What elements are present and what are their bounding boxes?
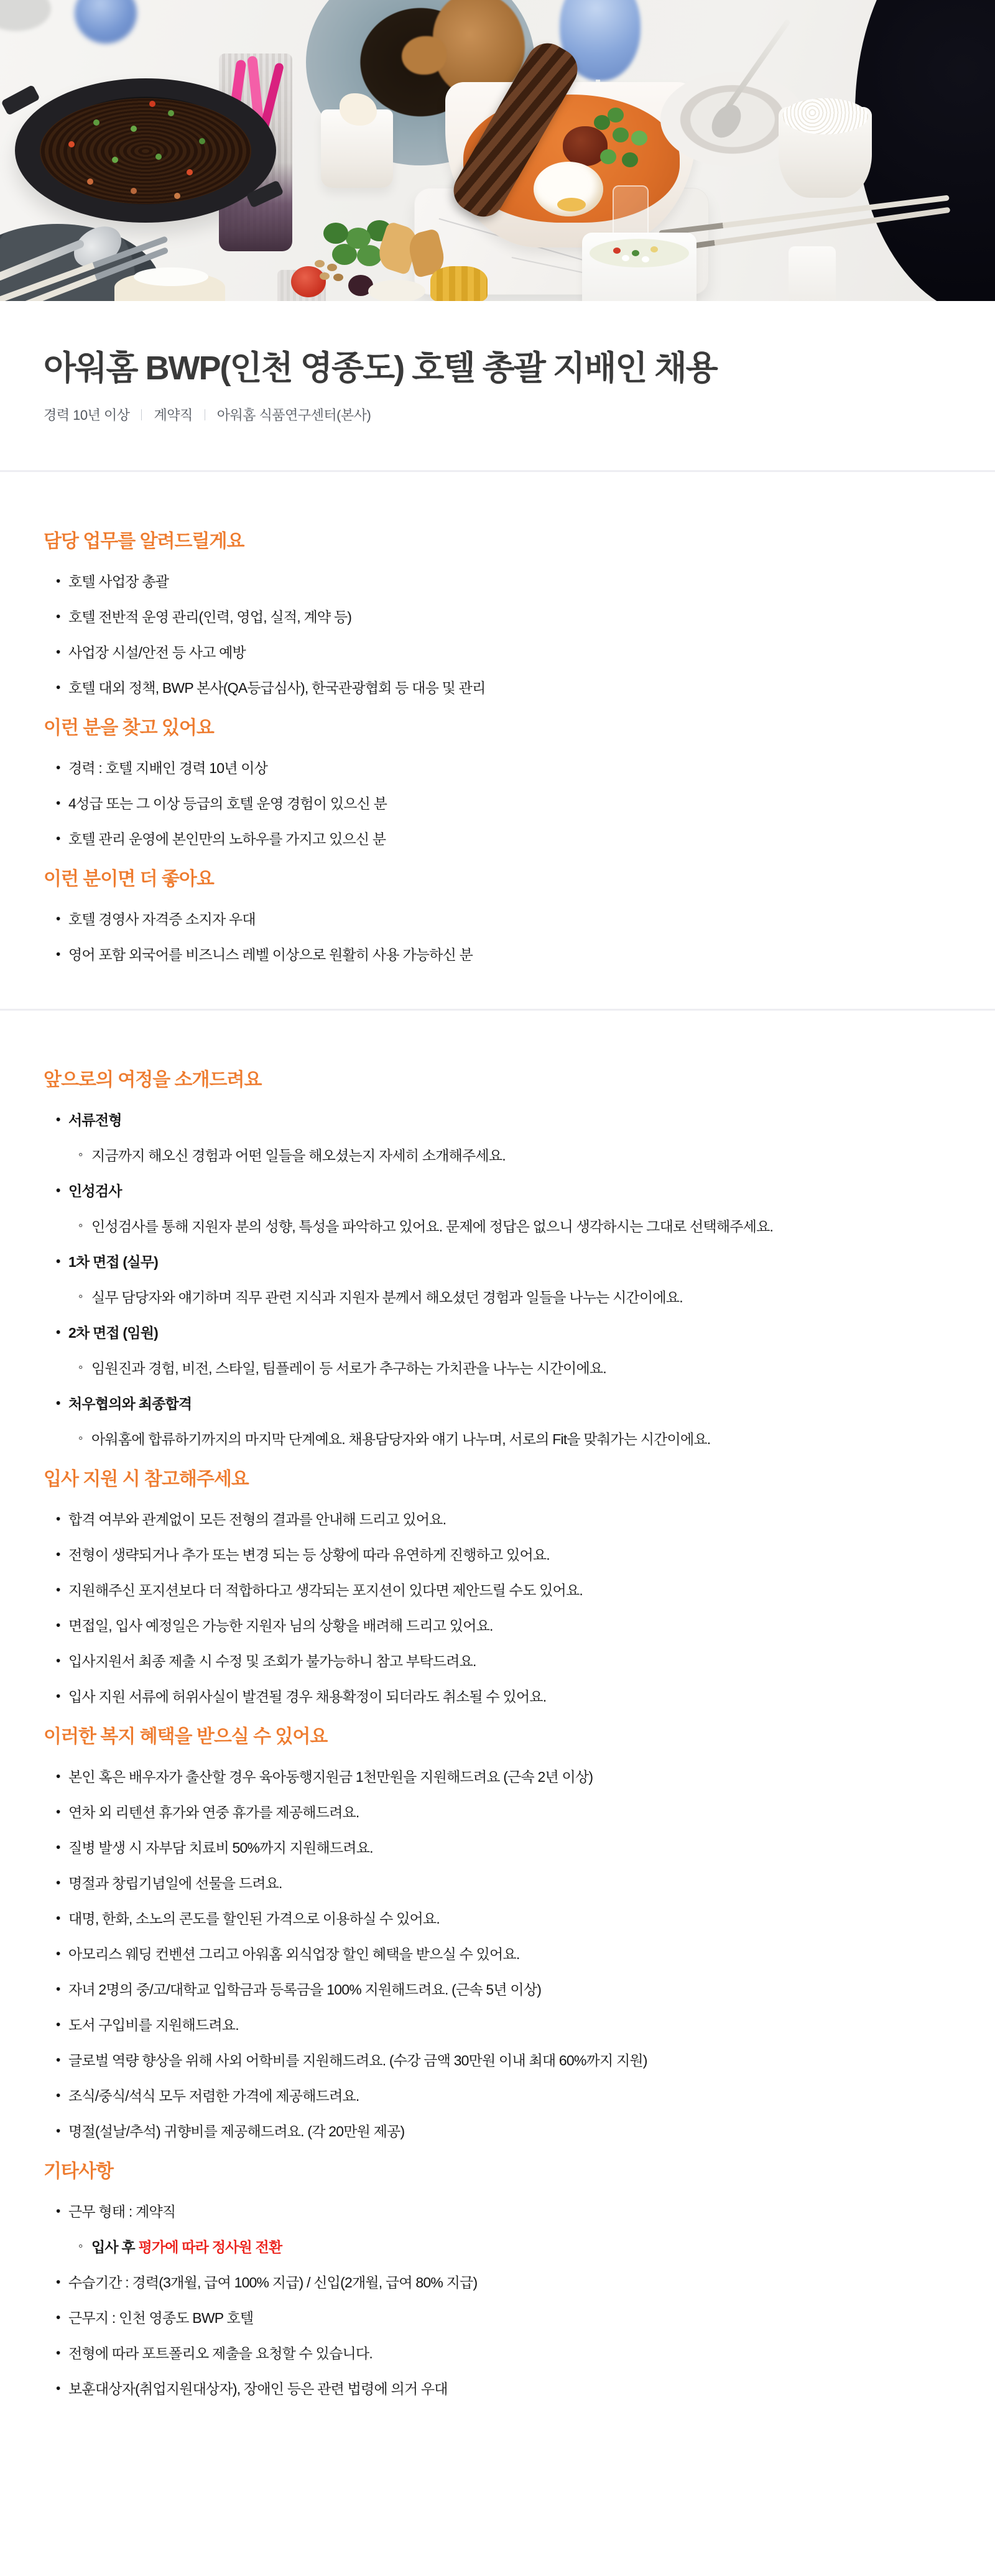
divider: [0, 1009, 995, 1011]
list-item: • 1차 면접 (실무): [44, 1254, 951, 1270]
list-item: • 지원해주신 포지션보다 더 적합하다고 생각되는 포지션이 있다면 제안드릴 수도 있어요.: [44, 1582, 951, 1598]
sub-list-item: ◦ 지금까지 해오신 경험과 어떤 일들을 해오셨는지 자세히 소개해주세요.: [44, 1147, 951, 1164]
hero-dark-fabric: [855, 0, 995, 301]
list-item: • 사업장 시설/안전 등 사고 예방: [44, 644, 951, 660]
list-item: • 조식/중식/석식 모두 저렴한 가격에 제공해드려요.: [44, 2088, 951, 2104]
section: [44, 530, 951, 696]
job-meta: [44, 405, 951, 424]
hero-image: [0, 0, 995, 301]
highlighted-text: 평가에 따라 정사원 전환: [138, 2239, 282, 2256]
list-item: • 호텔 대외 정책, BWP 본사(QA등급심사), 한국관광협회 등 대응 및 관리: [44, 680, 951, 696]
list-item: • 보훈대상자(취업지원대상자), 장애인 등은 관련 법령에 의거 우대: [44, 2381, 951, 2397]
hero-blue-glass: [75, 0, 137, 44]
list-item: • 근무 형태 : 계약직: [44, 2203, 951, 2220]
sub-list-item: ◦ 인성검사를 통해 지원자 분의 성향, 특성을 파악하고 있어요. 문제에 정답은 없으니 생각하시는 그대로 선택해주세요.: [44, 1218, 951, 1235]
hero-rice: [782, 98, 868, 134]
list-item: • 영어 포함 외국어를 비즈니스 레벨 이상으로 원활히 사용 가능하신 분: [44, 947, 951, 963]
list-item: • 전형에 따라 포트폴리오 제출을 요청할 수 있습니다.: [44, 2345, 951, 2361]
bullet-list: [44, 911, 951, 963]
section-heading: 이런 분을 찾고 있어요: [44, 718, 214, 739]
section: [44, 2161, 951, 2397]
list-item: • 호텔 전반적 운영 관리(인력, 영업, 실적, 계약 등): [44, 609, 951, 625]
job-posting-page: [0, 350, 995, 2397]
sub-list-item: ◦ 임원진과 경험, 비전, 스타일, 팀플레이 등 서로가 추구하는 가치관을 나누는 시간이에요.: [44, 1360, 951, 1376]
hero-beans: [315, 260, 325, 267]
meta-item: 계약직: [154, 407, 193, 424]
bullet-list: [44, 1769, 951, 2139]
section-heading: 앞으로의 여정을 소개드려요: [44, 1070, 262, 1091]
list-item: • 입사 지원 서류에 허위사실이 발견될 경우 채용확정이 되더라도 취소될 수 있어요.: [44, 1689, 951, 1705]
divider: [0, 470, 995, 472]
list-item: • 아모리스 웨딩 컨벤션 그리고 아워홈 외식업장 할인 혜택을 받으실 수 있어요.: [44, 1946, 951, 1962]
section: [44, 717, 951, 847]
page-title: 아워홈 BWP(인천 영종도) 호텔 총괄 지배인 채용: [44, 350, 717, 387]
hero-noodles: [40, 98, 251, 204]
list-item: • 대명, 한화, 소노의 콘도를 할인된 가격으로 이용하실 수 있어요.: [44, 1911, 951, 1927]
list-item: • 인성검사: [44, 1183, 951, 1199]
section-heading: 입사 지원 시 참고해주세요: [44, 1469, 249, 1490]
list-item: • 서류전형: [44, 1112, 951, 1128]
list-item: • 호텔 사업장 총괄: [44, 573, 951, 590]
meta-separator: [141, 409, 142, 420]
bullet-list: [44, 2203, 951, 2397]
hero-tomato: [291, 266, 326, 297]
section-heading: 이런 분이면 더 좋아요: [44, 869, 214, 890]
list-item: • 호텔 관리 운영에 본인만의 노하우를 가지고 있으신 분: [44, 831, 951, 847]
section-heading: 기타사항: [44, 2161, 113, 2182]
list-item: • 자녀 2명의 중/고/대학교 입학금과 등록금을 100% 지원해드려요. (근속 5년 이상): [44, 1981, 951, 1998]
hero-rice: [134, 267, 208, 286]
sections: [44, 470, 951, 2397]
list-item: • 합격 여부와 관계없이 모든 전형의 결과를 안내해 드리고 있어요.: [44, 1511, 951, 1527]
bullet-list: [44, 1511, 951, 1705]
sub-list-item: [44, 2239, 951, 2255]
list-item: • 연차 외 리텐션 휴가와 연중 휴가를 제공해드려요.: [44, 1804, 951, 1820]
text-run: 입사 후: [91, 2239, 139, 2256]
hero-greens: [594, 115, 610, 130]
hero-soup: [590, 239, 689, 267]
meta-item: 아워홈 식품연구센터(본사): [216, 407, 371, 424]
list-item: • 글로벌 역량 향상을 위해 사외 어학비를 지원해드려요. (수강 금액 30만원 이내 최대 60%까지 지원): [44, 2052, 951, 2069]
bullet-list: [44, 1112, 951, 1447]
hero-pan-handle: [1, 85, 40, 116]
list-item: • 면접일, 입사 예정일은 가능한 지원자 님의 상황을 배려해 드리고 있어요.: [44, 1618, 951, 1634]
bullet-list: [44, 573, 951, 696]
list-item: • 처우협의와 최종합격: [44, 1396, 951, 1412]
list-item: • 근무지 : 인천 영종도 BWP 호텔: [44, 2310, 951, 2326]
hero-meatball: [563, 126, 608, 166]
hero-egg-yolk: [557, 198, 586, 211]
sub-list-item: ◦ 아워홈에 합류하기까지의 마지막 단계예요. 채용담당자와 얘기 나누며, 서로의 Fit을 맞춰가는 시간이에요.: [44, 1431, 951, 1447]
hero-cream: [368, 280, 425, 301]
section-heading: 담당 업무를 알려드릴게요: [44, 531, 244, 552]
list-item: • 경력 : 호텔 지배인 경력 10년 이상: [44, 760, 951, 776]
hero-soup-garnish: [613, 248, 621, 254]
hero-garnish: [93, 119, 100, 126]
section: [44, 1468, 951, 1705]
list-item: • 명절(설날/추석) 귀향비를 제공해드려요. (각 20만원 제공): [44, 2123, 951, 2139]
list-item: • 4성급 또는 그 이상 등급의 호텔 운영 경험이 있으신 분: [44, 795, 951, 812]
section: [44, 1726, 951, 2139]
bullet-list: [44, 760, 951, 847]
list-item: • 2차 면접 (임원): [44, 1325, 951, 1341]
hero-corn: [430, 266, 488, 301]
list-item: • 질병 발생 시 자부담 치료비 50%까지 지원해드려요.: [44, 1840, 951, 1856]
list-item: • 수습기간 : 경력(3개월, 급여 100% 지급) / 신입(2개월, 급여 80% 지급): [44, 2274, 951, 2291]
list-item: • 전형이 생략되거나 추가 또는 변경 되는 등 상황에 따라 유연하게 진행하고 있어요.: [44, 1547, 951, 1563]
hero-salad-greens: [323, 223, 348, 244]
sub-list-item: ◦ 실무 담당자와 얘기하며 직무 관련 지식과 지원자 분께서 해오셨던 경험과 일들을 나누는 시간이에요.: [44, 1289, 951, 1305]
list-item: • 도서 구입비를 지원해드려요.: [44, 2017, 951, 2033]
list-item: • 본인 혹은 배우자가 출산할 경우 육아동행지원금 1천만원을 지원해드려요 (근속 2년 이상): [44, 1769, 951, 1785]
section-heading: 이러한 복지 혜택을 받으실 수 있어요: [44, 1726, 328, 1748]
section: [44, 868, 951, 963]
list-item: • 호텔 경영사 자격증 소지자 우대: [44, 911, 951, 927]
hero-white-cup: [789, 246, 836, 301]
hero-corner-bowl: [0, 0, 51, 31]
section: [44, 1069, 951, 1447]
meta-item: 경력 10년 이상: [44, 407, 130, 424]
hero-fried-food: [402, 36, 447, 75]
list-item: • 입사지원서 최종 제출 시 수정 및 조회가 불가능하니 참고 부탁드려요.: [44, 1653, 951, 1669]
list-item: • 명절과 창립기념일에 선물을 드려요.: [44, 1875, 951, 1891]
